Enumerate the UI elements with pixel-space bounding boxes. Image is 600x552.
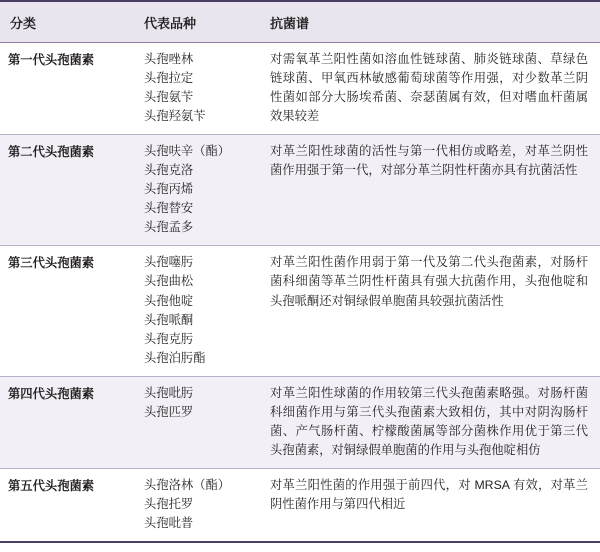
drug-item: 头孢曲松 xyxy=(144,274,194,289)
table-header-row xyxy=(0,1,600,43)
column-header-spectrum: 抗菌谱 xyxy=(260,1,600,43)
drug-item: 头孢匹罗 xyxy=(144,404,194,419)
cell-category: 第二代头孢菌素 xyxy=(0,135,130,246)
column-header-drugs: 代表品种 xyxy=(130,1,260,43)
drug-item: 头孢噻肟 xyxy=(144,255,194,270)
table-row xyxy=(0,135,600,246)
drug-item: 头孢孟多 xyxy=(144,220,194,235)
cell-category: 第三代头孢菌素 xyxy=(0,246,130,376)
drug-item: 头孢唑林 xyxy=(144,52,194,66)
cell-drugs xyxy=(130,135,260,246)
cell-category: 第一代头孢菌素 xyxy=(0,43,130,135)
drug-item: 头孢吡肟 xyxy=(144,385,194,400)
table-row xyxy=(0,376,600,468)
table-row xyxy=(0,43,600,135)
cell-spectrum: 对革兰阳性球菌的活性与第一代相仿或略差，对革兰阴性菌作用强于第一代，对部分革兰阴性杆菌亦具有抗菌活性 xyxy=(260,135,600,246)
drug-item: 头孢替安 xyxy=(144,201,194,216)
cell-drugs xyxy=(130,376,260,468)
drug-item: 头孢克肟 xyxy=(144,331,194,346)
cell-drugs xyxy=(130,43,260,135)
table-body xyxy=(0,43,600,543)
drug-item: 头孢丙烯 xyxy=(144,182,194,197)
drug-item: 头孢吡普 xyxy=(144,515,194,530)
cell-spectrum: 对革兰阳性菌的作用强于前四代，对 MRSA 有效，对革兰阴性菌作用与第四代相近 xyxy=(260,468,600,542)
drug-item: 头孢他啶 xyxy=(144,293,194,308)
drug-item: 头孢托罗 xyxy=(144,496,194,511)
drug-item: 头孢洛林（酯） xyxy=(144,477,231,492)
drug-item: 头孢氨苄 xyxy=(144,90,194,105)
cell-spectrum: 对革兰阳性菌作用弱于第一代及第二代头孢菌素，对肠杆菌科细菌等革兰阴性杆菌具有强大抗菌作用，头孢他啶和头孢哌酮还对铜绿假单胞菌具较强抗菌活性 xyxy=(260,246,600,376)
drug-item: 头孢呋辛（酯） xyxy=(144,144,231,159)
drug-item: 头孢哌酮 xyxy=(144,312,194,327)
drug-item: 头孢羟氨苄 xyxy=(144,109,206,124)
cell-category: 第五代头孢菌素 xyxy=(0,468,130,542)
table-header xyxy=(0,1,600,43)
drug-item: 头孢泊肟酯 xyxy=(144,350,206,365)
table-row xyxy=(0,468,600,542)
table-row xyxy=(0,246,600,376)
cell-spectrum: 对需氧革兰阳性菌如溶血性链球菌、肺炎链球菌、草绿色链球菌、甲氧西林敏感葡萄球菌等作用强，对少数革兰阴性菌如部分大肠埃希菌、奈瑟菌属有效，但对嗜血杆菌属效果较差 xyxy=(260,43,600,135)
drug-item: 头孢克洛 xyxy=(144,163,194,178)
cell-spectrum: 对革兰阳性球菌的作用较第三代头孢菌素略强。对肠杆菌科细菌作用与第三代头孢菌素大致相仿，其中对阴沟肠杆菌、产气肠杆菌、柠檬酸菌属等部分菌株作用优于第三代头孢菌素，对铜绿假单胞菌的作用与头孢他啶相仿 xyxy=(260,376,600,468)
cell-drugs xyxy=(130,468,260,542)
cell-category: 第四代头孢菌素 xyxy=(0,376,130,468)
cell-drugs xyxy=(130,246,260,376)
column-header-category: 分类 xyxy=(0,1,130,43)
drug-item: 头孢拉定 xyxy=(144,71,194,86)
